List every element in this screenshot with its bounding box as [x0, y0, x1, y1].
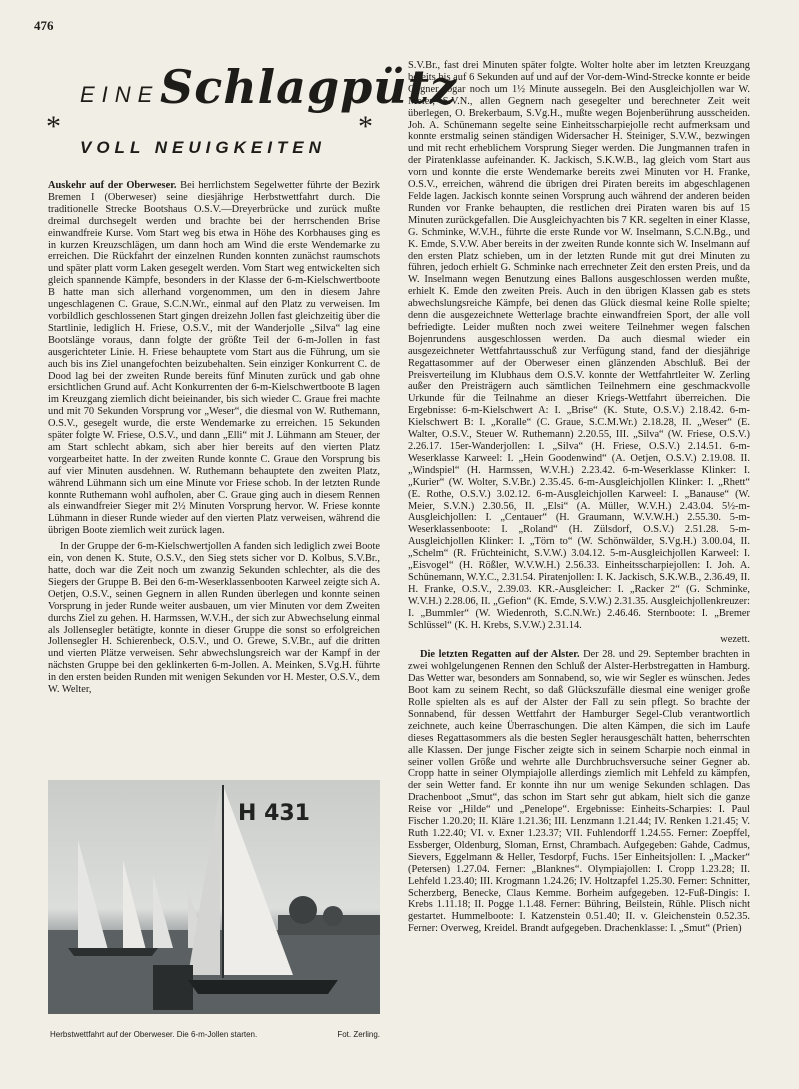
photo-credit: Fot. Zerling. — [337, 1030, 380, 1039]
photo-illustration — [48, 780, 380, 1014]
caption-text: Herbstwettfahrt auf der Oberweser. Die 6-m-Jollen starten. — [50, 1030, 258, 1039]
left-column — [48, 180, 380, 752]
paragraph-continued — [408, 60, 750, 632]
paragraph-auskehr — [48, 180, 380, 537]
photo-sailboats — [48, 780, 380, 1014]
paragraph-kielschwertjollen — [48, 541, 380, 696]
title-subtitle: VOLL NEUIGKEITEN — [80, 138, 326, 157]
photo-caption — [50, 1030, 380, 1039]
star-left-icon: * — [46, 110, 61, 143]
paragraph-text: Bei herrlichstem Segelwetter führte der Bezirk Bremen I (Oberweser) seine diesjährige Herbstwettfahrt durch. Die traditionelle Strecke Bootshaus O.S.V.—Dreyerbrücke und zurück mußte dreimal durchsegelt werden und brachte bei der herrschenden Brise einwandfreie Kurse. Vom Start weg bis etwa in Höhe des Korbhauses ging es in kurzen Kreuzschlägen, um dann hoch am Wind die erste Wendemarke zu erreichen. Die Rückfahrt der einzelnen Runden konnten zunächst raumschots und später platt vorm Laken gesegelt werden. Vom Start weg entwickelten sich gleich spannende Kämpfe, besonders in der Klasse der 6-m-Kielschwertboote B hatte man sich allerhand vorgenommen, um den in diesem Jahre ungeschlagenen C. Graue, S.C.N.Wr., einmal auf den Platz zu verweisen. Im vorbildlich geschlossenen Start gingen dreizehn Jollen fast gleichzeitig über die Startlinie, lediglich H. Friese, O.S.V., mit der Wanderjolle „Silva“ lag eine Bootslänge voraus, dann folgte der größte Teil der 6-m-Jollen in fast ausgerichteter Linie. H. Friese behauptete vom Start aus die Führung, um sie auch bis ins Ziel unangefochten beizubehalten. Sein einziger Konkurrent C. de Dood lag bei der zweiten Runde bereits fünf Minuten zurück und gab ohne ersichtlichen Grund auf. Acht Konkurrenten der 6-m-Kielschwertboote B lagen im Kreuzgang ziemlich dicht beieinander, bis sich wieder C. Graue frei machte und mit 70 Sekunden Vorsprung vor „Weser“, die diesmal von W. Ruthemann, O.S.V., gesegelt wurde, die erste Wendemarke zu erreichen. 15 Sekunden später folgte W. Friese, O.S.V., und dann „Elli“ mit J. Lühmann am Steuer, der am Start schlecht abkam, sich aber hier bereits auf den vierten Platz vorgearbeitet hatte. In der zweiten Runde konnte C. Graue den Vorsprung bis auf vier Minuten ausdehnen. W. Ruthemann behauptete den zweiten Platz, während Lühmann sich um eine Minute vor Friese schob. In der letzten Runde konnte Ruthemann wohl aufholen, aber C. Graue ging auch in diesem Rennen als einwandfreier Sieger mit 2½ Minuten Vorsprung hervor. W. Friese konnte Lühmann in dieser Runde wieder auf den vierten Platz verweisen, während die übrigen Boote ziemlich weit zurück lagen. — [48, 180, 380, 537]
title-script: Schlagpütz — [160, 60, 458, 114]
paragraph-text: Der 28. und 29. September brachten in zwei wohlgelungenen Rennen den Schluß der Alster-Herbstregatten in Hamburg. Das Wetter war, besonders am Sonnabend, so, wie wir Segler es wünschen. Jedes Boot kam zu seinem Recht, so daß Glückszufälle diesmal eine weniger große Rolle spielten als es auf der Alster der Fall zu sein pflegt. So brachte der Sonnabend, für dessen Wettfahrt der Hamburger Segel-Club verantwortlich zeichnete, auch keine Überraschungen. Die alten Kämpen, die sich im Laufe dieses Regattasommers als die besten Segler herausgeschält hatten, beherrschten alle Klassen. Der junge Fischer zeigte sich in seinem Scharpie noch einmal in seiner vollen Größe und wehrte alle Durchbruchsversuche seiner Gegner ab. Cropp hatte in seiner Olympiajolle allerdings ziemlich mit Lehfeld zu kämpfen, der sein Wetter fand. Er konnte ihn nur um wenige Sekunden schlagen. Das Drachenboot „Smut“, das schon im Start sehr gut abkam, hielt sich die ganze Reise vor „Hilde“ und „Penelope“. Ergebnisse: Einheits-Scharpies: I. Paul Fischer 1.20.20; II. Kläre 1.21.36; III. Lenzmann 1.21.44; IV. Renken 1.21.45; V. Ruth 1.22.40; VI. v. Exner 1.23.37; VII. Fuhlendorff 1.24.55. Ferner: Zoepffel, Essberger, Oldenburg, Sloman, Ernst, Chrambach. Aufgegeben: Gahde, Cadmus, Sievers, Eggelmann & Heller, Tesdorpf, Fuchs. 15er Einheitsjollen: I. „Macker“ (Petersen) 1.27.04. Ferner: „Blanknes“. Olympiajollen: I. Cropp 1.23.28; II. Lehfeld 1.23.40; III. Krogmann 1.24.26; IV. Holtzapfel 1.25.30. Ferner: Schnitter, Scherzberg, Benecke, Claus Kemme. Borheim aufgegeben. 12-Fuß-Dingis: I. Krebs 1.11.18; II. Pogge 1.1.48. Ferner: Bühring, Beilstein, Rühle. Plisch nicht gestartet. Hummelboote: I. Katzenstein 0.51.40; II. v. Gleichenstein 0.52.35. Ferner: Overweg, Kreidel. Brandt aufgegeben. Drachenklasse: I. „Smut“ (Prien) — [408, 649, 750, 935]
author-signature — [408, 634, 750, 646]
paragraph-text: S.V.Br., fast drei Minuten später folgte. Wolter holte aber im letzten Kreuzgang bereits bis auf 6 Sekunden auf und auf der Vor-dem-Wind-Strecke konnte er beide Gegner sogar noch um 1½ Minute aussegeln. Bei den Ausgleichjollen war W. Meier, S.V.N., allen Gegnern nach gesegelter und berechneter Zeit weit überlegen, O. Brekerbaum, S.Vg.H., mußte wegen Bojenberührung ausscheiden. Joh. A. Schünemann segelte seine Einheitsscharpiejolle recht aufmerksam und konnte erstmalig seinen ständigen Widersacher H. Steiniger, S.V.W., bezwingen und mit recht erheblichem Vorsprung Sieger werden. Die Jungmannen trafen in der Piratenklasse aufeinander. K. Jackisch, S.K.W.B., lag gleich vom Start aus vorn und konnte die erste Wendemarke bereits zwei Minuten vor H. Franke, O.S.V., erreichen, während die übrigen drei Piraten bereits im abgeschlagenen Felde lagen. Jackisch konnte seinen Vorsprung auch während der anderen beiden Runden vor Franke behaupten, die restlichen drei Piraten waren bis auf 15 Minuten zurückgefallen. Die Ausgleichyachten bis 7 KR. segelten in einer Klasse, G. Schminke, W.V.H., führte die erste Runde vor W. Inselmann, S.C.N.Bg., und K. Emde, S.V.W. Aber bereits in der zweiten Runde konnte sich W. Inselmann auf den ersten Platz schieben, um in der letzten Runde mit gut drei Minuten zu führen, jedoch erhielt G. Schminke nach errechneter Zeit den ersten Preis, und da W. Inselmann wegen Benutzung eines Ballons ausgeschlossen werden mußte, erhielt K. Emde den zweiten Preis. Auch in den übrigen Klassen gab es stets abwechslungsreiche Kämpfe, bei denen das Glück diesmal keine Rolle spielte; denn die ausgezeichnete Wetterlage brachte einwandfreien Sport, der alle voll befriedigte. Leider mußten noch zwei weitere Teilnehmer wegen falschen Bojenrundens ausgeschlossen werden. Da auch diesmal wieder ein ausgezeichneter Wettfahrtausschuß zur Verfügung stand, fand der diesjährige Regattasommer auf der Oberweser einen glänzenden Abschluß. Bei der Preisverteilung im Klubhaus dem O.S.V. konnte der Wettfahrtleiter W. Zerling außer den Preisträgern auch sämtlichen Teilnehmern eine geschmackvolle Urkunde für die Teilnahme an dieser Kriegs-Wettfahrt überreichen. Die Ergebnisse: 6-m-Kielschwert A: I. „Brise“ (K. Stute, O.S.V.) 2.18.42. 6-m-Kielschwert B: I. „Koralle“ (C. Graue, S.C.M.Wr.) 2.18.28, II. „Weser“ (E. Walter, O.S.V., Steuer W. Ruthemann) 2.20.55, III. „Silva“ (W. Friese, O.S.V.) 2.26.17. 15er-Wanderjollen: I. „Silva“ (H. Friese, O.S.V.) 2.14.51. 6-m-Weserklasse Karweel: I. „Hein Goodenwind“ (A. Oetjen, O.S.V.) 2.19.08. II. „Windspiel“ (H. Harmssen, W.V.H.) 2.23.42. 6-m-Weserklasse Klinker: I. „Kurier“ (W. Wolter, S.V.Br.) 2.35.45. 6-m-Ausgleichjollen Klinker: I. „Rhett“ (E. Rothe, O.S.V.) 3.02.12. 6-m-Ausgleichjollen Karweel: I. „Banause“ (W. Meier, S.V.N.) 2.30.56, II. „Elsi“ (A. Müller, W.V.H.) 2.43.04. 5½-m-Ausgleichjollen: I. „Centauer“ (H. Graumann, W.V.W.H.) 2.55.30. 5-m-Weserklassenboote: I. „Roland“ (H. Zülsdorf, O.S.V.) 2.51.28. 5-m-Ausgleichjollen Klinker: I. „Törn to“ (W. Schönwälder, S.Vg.H.) 3.00.04, II. „Schelm“ (R. Früchteinicht, S.V.W.) 3.04.12. 5-m-Ausgleichjollen Karweel: I. „Eisvogel“ (H. Rößler, W.V.W.H.) 2.56.33. Einheitsscharpiejollen: I. Joh. A. Schünemann, W.Y.C., 2.31.54. Piratenjollen: I. K. Jackisch, S.K.W.B., 2.36.49, II. H. Franke, O.S.V., 2.39.03. KR.-Ausgleicher: I. „Racker 2“ (G. Schminke, W.V.H.) 2.28.06, II. „Gefion“ (K. Emde, S.V.W.) 2.31.35. Ausgleichjollenkreuzer: I. „Bummler“ (W. Wiedenroth, S.C.N.Wr.) 2.46.46. Sternboote: I. „Bremer Schlüssel“ (K. H. Krebs, S.V.W.) 2.31.14. — [408, 60, 750, 631]
paragraph-lead: Auskehr auf der Oberweser. — [48, 180, 177, 191]
page-number: 476 — [34, 18, 54, 33]
sail-number: H 431 — [238, 801, 310, 826]
star-right-icon: * — [358, 110, 373, 143]
paragraph-lead: Die letzten Regatten auf der Alster. — [420, 649, 580, 661]
paragraph-alster — [408, 649, 750, 935]
paragraph-text: In der Gruppe der 6-m-Kielschwertjollen A fanden sich lediglich zwei Boote ein, von denen K. Stute, O.S.V., den Sieg stets sicher vor D. Kolbus, S.V.Br., hatte, doch war die Zeit noch um zwanzig Sekunden schlechter, als die des Siegers der Gruppe B. Bei den 6-m-Weserklassenbooten Karweel zeigte sich A. Oetjen, O.S.V., seinen Gegnern in allen Runden überlegen und konnte seinen Vorsprung in jeder Runde weiter ausbauen, um vier Minuten vor dem Zweiten durchs Ziel zu gehen. H. Harmssen, W.V.H., der sich zur Abwechselung einmal als Jollensegler betätigte, konnte in dieser Gruppe die sonst so erfolgreichen Jollensegler H. Schierenbeck, O.S.V., und O. Grewe, S.V.Br., auf die dritten und vierten Plätze verweisen. Sehr abwechslungsreich war der Kampf in der nächsten Gruppe bei den geklinkerten 6-m-Jollen. A. Meinken, S.Vg.H. führte in den ersten beiden Runden mit wenigen Sekunden vor H. Mester, O.S.V., dem W. Welter, — [48, 541, 380, 696]
right-column — [408, 60, 750, 1080]
title-eine: EINE — [80, 82, 160, 107]
signature-text: wezett. — [720, 633, 750, 645]
article-title — [40, 60, 458, 160]
